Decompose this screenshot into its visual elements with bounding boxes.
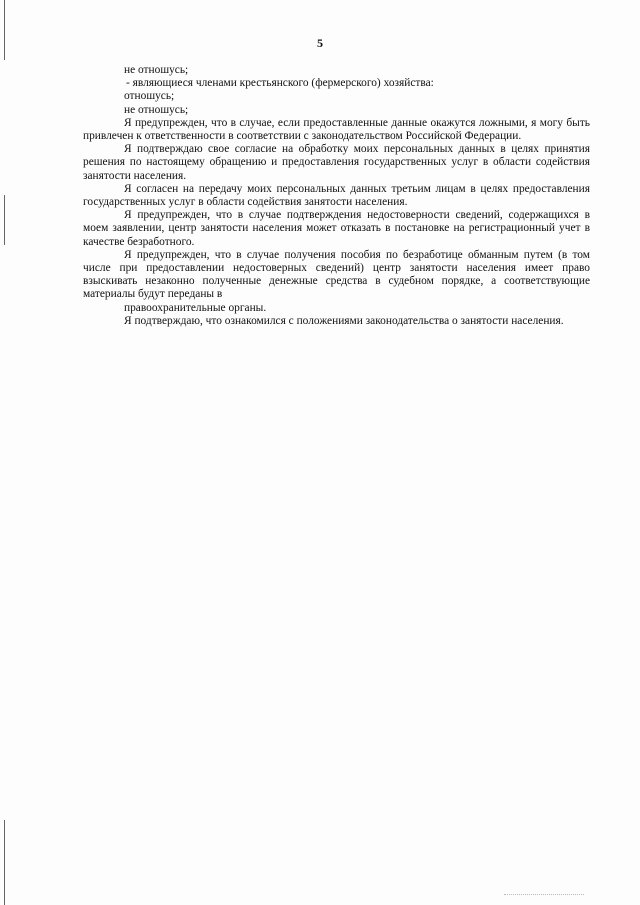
paragraph-benefit-fraud-warning: Я предупрежден, что в случае получения пособия по безработице обманным путем (в том числе при предоставлении недостоверных сведений) центр занятости населения имеет право взыскивать незаконно полученные денежные средства в судебном порядке, а соответствующие материалы будут переданы в xyxy=(83,248,590,301)
list-item: - являющиеся членами крестьянского (фермерского) хозяйства: xyxy=(126,77,434,90)
scan-edge-mark xyxy=(4,195,5,245)
list-item: не отношусь; xyxy=(124,103,189,116)
paragraph-data-processing-consent: Я подтверждаю свое согласие на обработку моих персональных данных в целях принятия решения по настоящему обращению и предоставления государственных услуг в области содействия занятости населения. xyxy=(83,143,590,182)
paragraph-registration-refusal-warning: Я предупрежден, что в случае подтверждения недостоверности сведений, содержащихся в моем заявлении, центр занятости населения может отказать в постановке на регистрационный учет в качестве безработного. xyxy=(83,209,590,248)
scan-edge-mark xyxy=(4,0,5,60)
list-item: не отношусь; xyxy=(124,64,189,76)
document-body xyxy=(83,64,590,328)
scan-edge-mark xyxy=(4,820,5,905)
scan-footer-mark xyxy=(504,892,584,895)
page-number: 5 xyxy=(317,36,323,50)
paragraph-third-party-consent: Я согласен на передачу моих персональных данных третьим лицам в целях предоставления государственных услуг в области содействия занятости населения. xyxy=(83,182,590,209)
paragraph-acknowledgement: Я подтверждаю, что ознакомился с положениями законодательства о занятости населения. xyxy=(124,314,564,327)
paragraph-continuation: правоохранительные органы. xyxy=(124,301,267,314)
list-item: отношусь; xyxy=(124,90,175,103)
paragraph-false-data-warning: Я предупрежден, что в случае, если предоставленные данные окажутся ложными, я могу быть привлечен к ответственности в соответствии с законодательством Российской Федерации. xyxy=(83,116,590,143)
